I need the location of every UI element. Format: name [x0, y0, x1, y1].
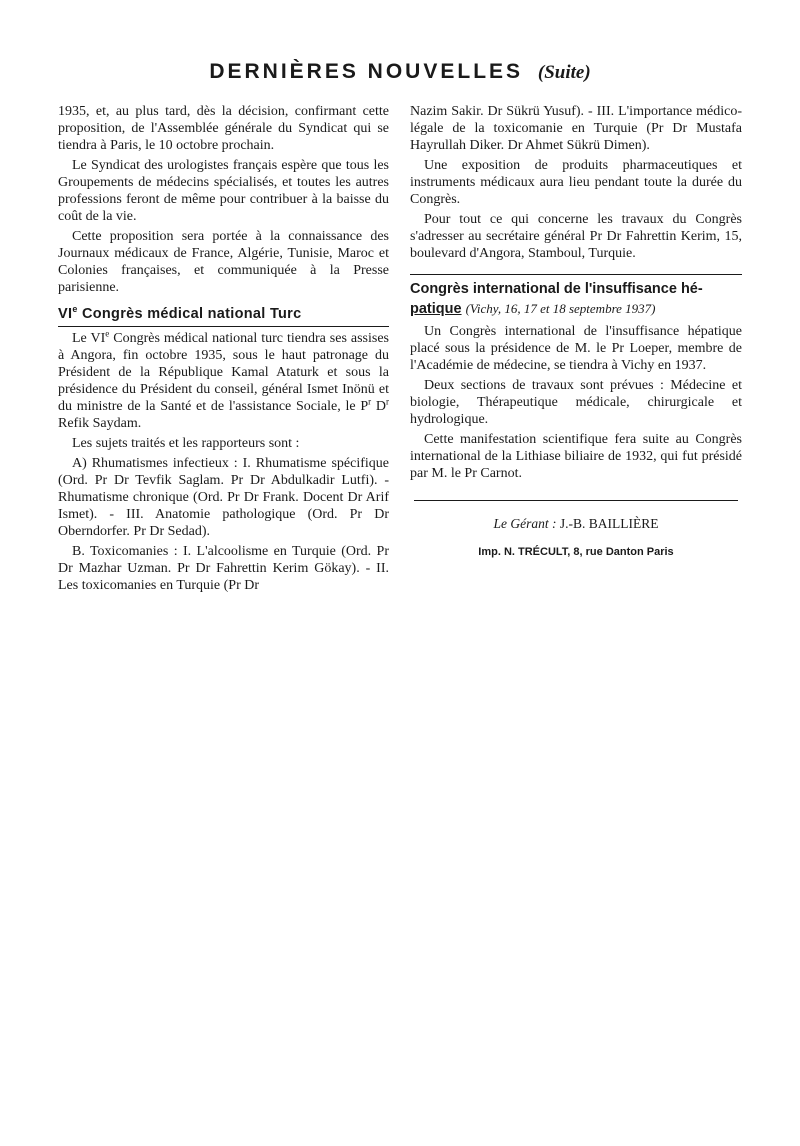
paragraph: Le VIe Congrès médical national turc tiendra ses assises à Angora, fin octobre 1935, sous le haut patronage du Président de la République Kamal Ataturk et sous la présidence du Président du conseil, général Ismet Inönü et du ministre de la Santé et de l'assistance Sociale, le $P^r$ $D^r$ Refik Saydam. — [58, 328, 389, 431]
left-column — [58, 103, 389, 594]
paragraph: Deux sections de travaux sont prévues : Médecine et biologie, Thérapeutique médicale, chirurgicale et hydrologique. — [410, 378, 742, 427]
paragraph: A) Rhumatismes infectieux : I. Rhumatisme spécifique (Ord. Pr Dr Tevfik Saglam. Pr Dr Abdulkadir Lutfi). - Rhumatisme chronique (Ord. Pr Dr Frank. Docent Dr Arif Ismet). - III. Anatomie pathologique (Ord. Pr Dr Oberndorfer. Pr Dr Sedad). — [58, 456, 389, 539]
heading-line-2: patique (Vichy, 16, 17 et 18 septembre 1937) — [410, 301, 656, 317]
paragraph: Un Congrès international de l'insuffisance hépatique placé sous la présidence de M. le Pr Loeper, membre de l'Académie de médecine, se tiendra à Vichy en 1937. — [410, 324, 742, 373]
gerant-line: Le Gérant : J.-B. BAILLIÈRE — [493, 516, 659, 531]
paragraph: B. Toxicomanies : I. L'alcoolisme en Turquie (Ord. Pr Dr Mazhar Uzman. Pr Dr Fahrettin Kerim Gökay). - II. Les toxicomanies en Turquie (Pr Dr — [58, 544, 389, 593]
paragraph: Une exposition de produits pharmaceutiques et instruments médicaux aura lieu pendant toute la durée du Congrès. — [410, 158, 742, 207]
section-heading-turc: VIe Congrès médical national Turc — [58, 306, 389, 327]
section-heading-insuffisance — [410, 274, 742, 319]
paragraph: Cette manifestation scientifique fera suite au Congrès international de la Lithiase biliaire de 1932, qui fut présidé par M. le Pr Carnot. — [410, 432, 742, 481]
paragraph: 1935, et, au plus tard, dès la décision, confirmant cette proposition, de l'Assemblée générale du Syndicat qui se tiendra à Paris, le 10 octobre prochain. — [58, 104, 389, 153]
paragraph: Nazim Sakir. Dr Sükrü Yusuf). - III. L'importance médico-légale de la toxicomanie en Turquie (Pr Dr Mustafa Hayrullah Diker. Dr Ahmet Sükrü Dimen). — [410, 104, 742, 153]
imprimerie-line: Imp. N. TRÉCULT, 8, rue Danton Paris — [478, 546, 674, 558]
page-title-suite: (Suite) — [537, 62, 591, 83]
heading-line-1: Congrès international de l'insuffisance hé- — [410, 274, 742, 299]
right-column — [410, 103, 742, 561]
paragraph: Cette proposition sera portée à la connaissance des Journaux médicaux de France, Algérie, Tunisie, Maroc et Colonies françaises, et communiquée à la Presse parisienne. — [58, 229, 389, 295]
page-title — [0, 60, 800, 84]
paragraph: Les sujets traités et les rapporteurs sont : — [72, 436, 300, 451]
page-title-text: DERNIÈRES NOUVELLES — [209, 60, 524, 83]
paragraph: Le Syndicat des urologistes français espère que tous les Groupements de médecins spécialisés, et toutes les autres professions feront de même pour contribuer à la baisse du coût de la vie. — [58, 158, 389, 224]
divider — [414, 500, 738, 501]
paragraph: Pour tout ce qui concerne les travaux du Congrès s'adresser au secrétaire général Pr Dr Fahrettin Kerim, 15, boulevard d'Angora, Stamboul, Turquie. — [410, 212, 742, 261]
